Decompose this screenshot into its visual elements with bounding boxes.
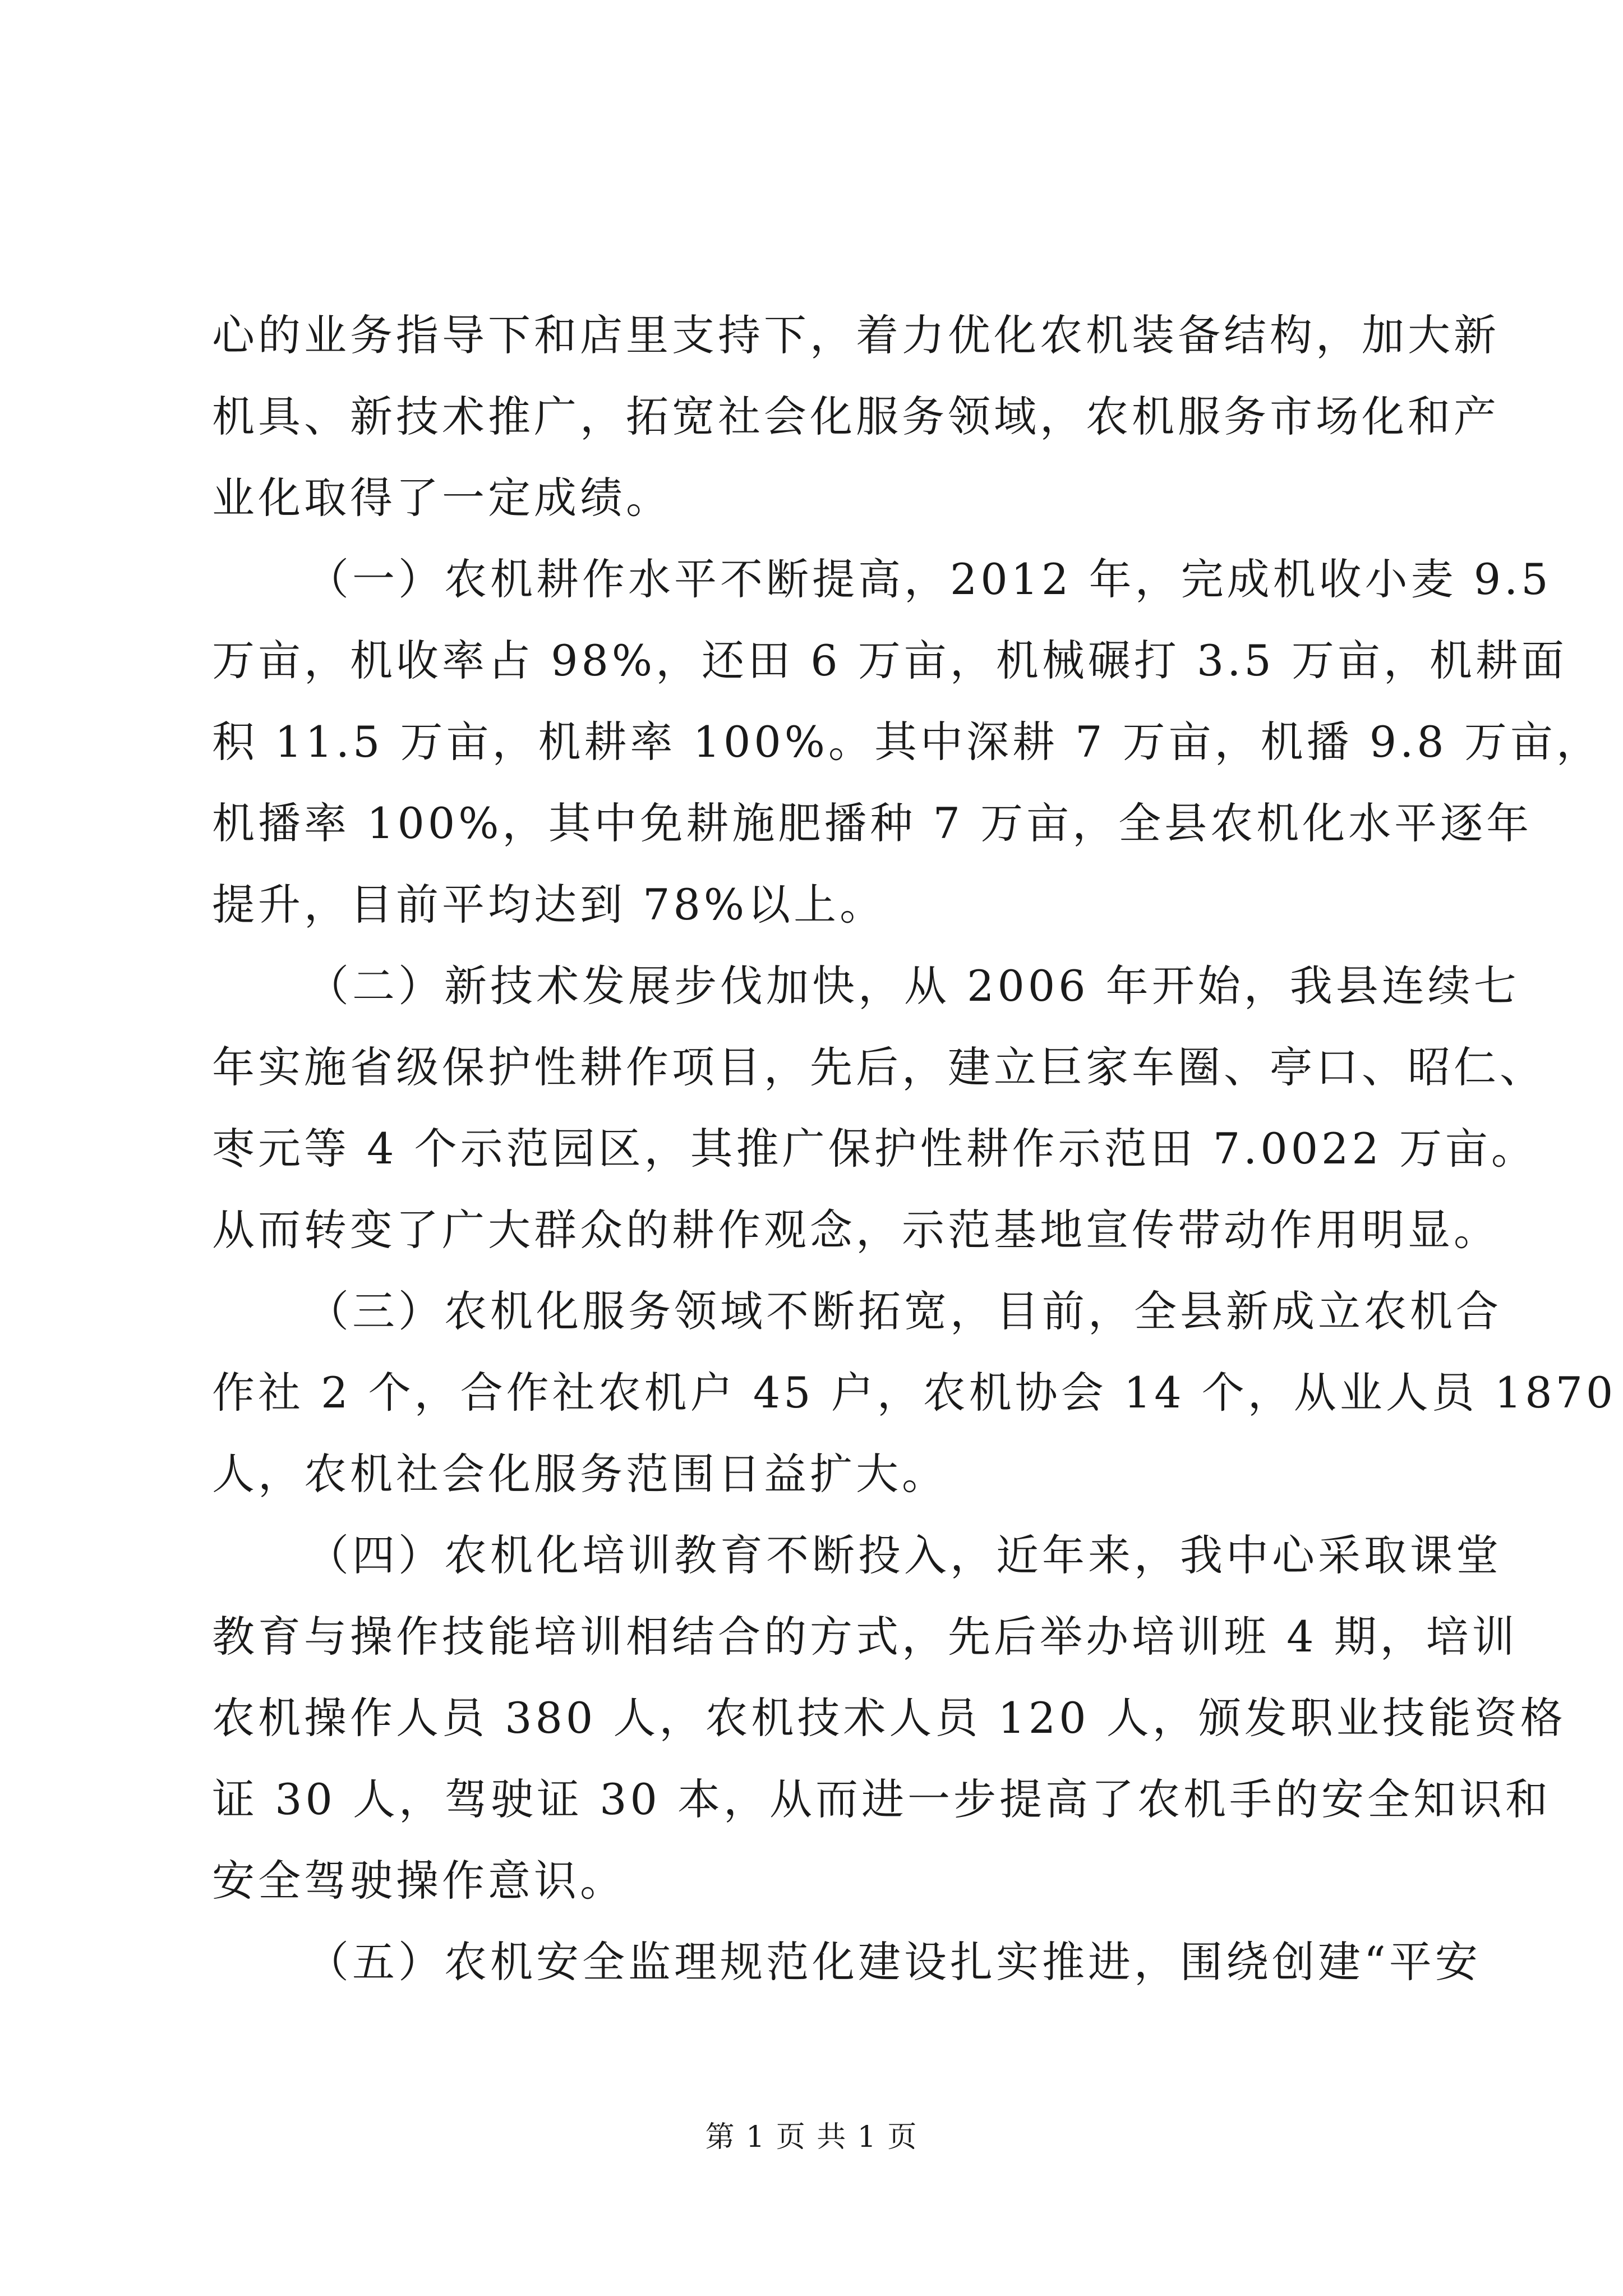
text-line: 提升，目前平均达到 78%以上。 <box>212 880 886 930</box>
text-line: 万亩，机收率占 98%，还田 6 万亩，机械碾打 3.5 万亩，机耕面 <box>212 636 1567 685</box>
text-line: 安全驾驶操作意识。 <box>212 1856 626 1906</box>
text-line: 年实施省级保护性耕作项目，先后，建立巨家车圈、亭口、昭仁、 <box>212 1042 1546 1092</box>
text-line: 机播率 100%，其中免耕施肥播种 7 万亩，全县农机化水平逐年 <box>212 798 1533 848</box>
text-line: 农机操作人员 380 人，农机技术人员 120 人，颁发职业技能资格 <box>212 1693 1566 1743</box>
paragraph-3-heading-line: （三）农机化服务领域不断拓宽，目前，全县新成立农机合 <box>306 1286 1502 1336</box>
text-line: 证 30 人，驾驶证 30 本，从而进一步提高了农机手的安全知识和 <box>212 1774 1552 1824</box>
text-line: 从而转变了广大群众的耕作观念，示范基地宣传带动作用明显。 <box>212 1205 1500 1255</box>
paragraph-2-heading-line: （二）新技术发展步伐加快，从 2006 年开始，我县连续七 <box>306 961 1520 1011</box>
paragraph-4-heading-line: （四）农机化培训教育不断投入，近年来，我中心采取课堂 <box>306 1530 1502 1580</box>
page-footer: 第 1 页 共 1 页 <box>705 2120 918 2154</box>
text-line: 作社 2 个，合作社农机户 45 户，农机协会 14 个，从业人员 1870 <box>212 1368 1617 1418</box>
text-line: 机具、新技术推广，拓宽社会化服务领域，农机服务市场化和产 <box>212 392 1500 441</box>
text-line: 积 11.5 万亩，机耕率 100%。其中深耕 7 万亩，机播 9.8 万亩， <box>212 717 1602 767</box>
paragraph-1-heading-line: （一）农机耕作水平不断提高，2012 年，完成机收小麦 9.5 <box>306 554 1552 604</box>
text-line: 人，农机社会化服务范围日益扩大。 <box>212 1449 948 1499</box>
text-line: 枣元等 4 个示范园区，其推广保护性耕作示范田 7.0022 万亩。 <box>212 1124 1537 1174</box>
text-line: 业化取得了一定成绩。 <box>212 473 672 523</box>
text-line: 教育与操作技能培训相结合的方式，先后举办培训班 4 期，培训 <box>212 1612 1518 1662</box>
text-line: 心的业务指导下和店里支持下，着力优化农机装备结构，加大新 <box>212 310 1500 360</box>
paragraph-5-heading-line: （五）农机安全监理规范化建设扎实推进，围绕创建“平安 <box>306 1937 1481 1987</box>
